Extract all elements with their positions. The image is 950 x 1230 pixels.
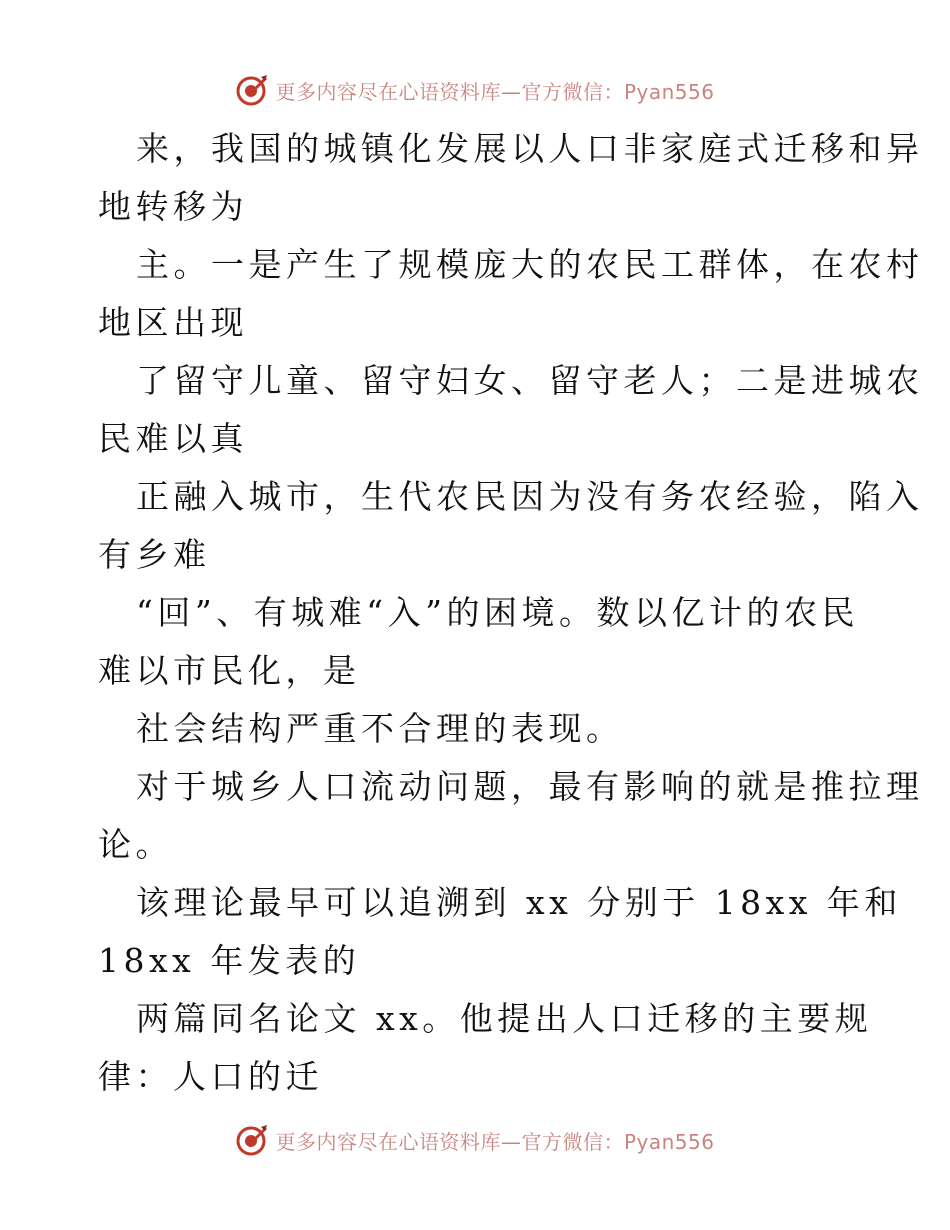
header-banner — [0, 70, 950, 110]
footer-banner-text: 更多内容尽在心语资料库—官方微信：Pyan556 — [275, 1129, 715, 1154]
body-line: 社会结构严重不合理的表现。 — [136, 709, 624, 748]
body-line: 了留守儿童、留守妇女、留守老人；二是进城农 — [136, 361, 924, 400]
pen-logo-icon — [235, 73, 269, 107]
body-line: 对于城乡人口流动问题，最有影响的就是推拉理 — [136, 767, 924, 806]
body-line: 来，我国的城镇化发展以人口非家庭式迁移和异 — [136, 129, 924, 168]
body-line: 两篇同名论文 xx。他提出人口迁移的主要规 — [136, 999, 873, 1038]
body-line: 该理论最早可以追溯到 xx 分别于 18xx 年和 — [136, 883, 902, 922]
body-line: 正融入城市，生代农民因为没有务农经验，陷入 — [136, 477, 924, 516]
body-line: 难以市民化，是 — [98, 651, 361, 690]
body-line: 地区出现 — [98, 303, 248, 342]
pen-logo-icon — [235, 1123, 269, 1157]
body-line: 18xx 年发表的 — [98, 941, 361, 980]
footer-banner — [0, 1120, 950, 1160]
body-line: 论。 — [98, 825, 173, 864]
body-line: 律：人口的迁 — [98, 1057, 323, 1096]
header-banner-text: 更多内容尽在心语资料库—官方微信：Pyan556 — [275, 79, 715, 104]
body-line: 民难以真 — [98, 419, 248, 458]
body-line: 主。一是产生了规模庞大的农民工群体，在农村 — [136, 245, 924, 284]
body-line: 地转移为 — [98, 187, 248, 226]
body-line: 有乡难 — [98, 535, 211, 574]
body-line: “回”、有城难“入”的困境。数以亿计的农民 — [136, 593, 859, 632]
